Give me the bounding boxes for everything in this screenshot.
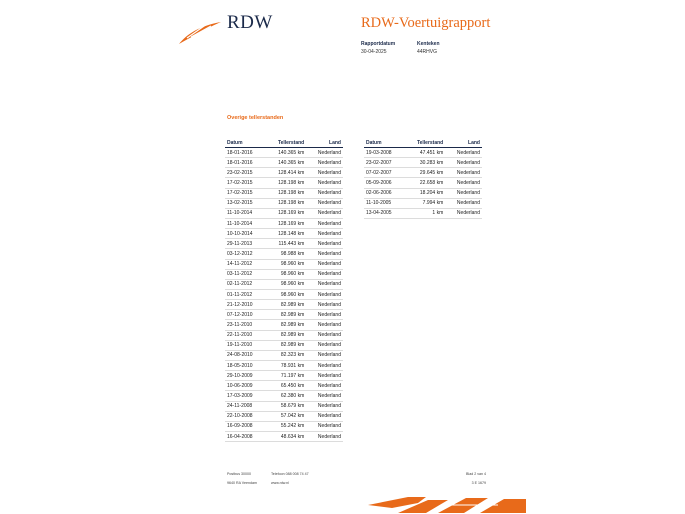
cell-datum: 17-02-2015 bbox=[225, 178, 265, 188]
cell-datum: 13-04-2005 bbox=[364, 208, 404, 218]
cell-tellerstand: 128.198 km bbox=[265, 188, 306, 198]
cell-land: Nederland bbox=[306, 279, 343, 289]
cell-land: Nederland bbox=[306, 381, 343, 391]
table-row bbox=[225, 411, 343, 421]
cell-tellerstand: 128.414 km bbox=[265, 168, 306, 178]
column-header-land: Land bbox=[306, 138, 343, 148]
table-row bbox=[225, 340, 343, 350]
cell-tellerstand: 98.960 km bbox=[265, 289, 306, 299]
cell-land: Nederland bbox=[306, 391, 343, 401]
table-row bbox=[225, 330, 343, 340]
table-row bbox=[225, 310, 343, 320]
footer-page bbox=[440, 470, 486, 488]
cell-land: Nederland bbox=[306, 289, 343, 299]
cell-land: Nederland bbox=[306, 148, 343, 158]
cell-land: Nederland bbox=[306, 249, 343, 259]
table-row bbox=[225, 218, 343, 228]
cell-tellerstand: 22.658 km bbox=[404, 178, 445, 188]
table-row bbox=[225, 259, 343, 269]
table-row bbox=[225, 148, 343, 158]
table-row bbox=[364, 168, 482, 178]
cell-tellerstand: 57.042 km bbox=[265, 411, 306, 421]
cell-land: Nederland bbox=[445, 198, 482, 208]
table-row bbox=[225, 391, 343, 401]
cell-datum: 03-12-2012 bbox=[225, 249, 265, 259]
cell-land: Nederland bbox=[306, 320, 343, 330]
table-header-row bbox=[225, 138, 343, 148]
cell-datum: 24-11-2008 bbox=[225, 401, 265, 411]
cell-datum: 01-11-2012 bbox=[225, 289, 265, 299]
page-title: RDW-Voertuigrapport bbox=[361, 15, 491, 31]
cell-land: Nederland bbox=[445, 168, 482, 178]
cell-land: Nederland bbox=[445, 208, 482, 218]
cell-tellerstand: 98.960 km bbox=[265, 279, 306, 289]
rapportdatum-value: 30-04-2025 bbox=[361, 49, 387, 55]
cell-tellerstand: 48.634 km bbox=[265, 431, 306, 441]
table-row bbox=[225, 371, 343, 381]
cell-land: Nederland bbox=[306, 421, 343, 431]
cell-datum: 17-02-2015 bbox=[225, 188, 265, 198]
footer-address bbox=[227, 470, 257, 488]
cell-datum: 07-02-2007 bbox=[364, 168, 404, 178]
table-row bbox=[225, 168, 343, 178]
cell-datum: 02-11-2012 bbox=[225, 279, 265, 289]
column-header-datum: Datum bbox=[364, 138, 404, 148]
table-row bbox=[364, 198, 482, 208]
footer-page-number: Blad 2 van 4 bbox=[466, 472, 486, 476]
cell-datum: 29-10-2009 bbox=[225, 371, 265, 381]
cell-land: Nederland bbox=[306, 360, 343, 370]
footer-website: www.rdw.nl bbox=[271, 481, 289, 485]
rapportdatum-label: Rapportdatum bbox=[361, 41, 396, 47]
cell-tellerstand: 82.989 km bbox=[265, 300, 306, 310]
cell-land: Nederland bbox=[306, 310, 343, 320]
cell-datum: 02-06-2006 bbox=[364, 188, 404, 198]
cell-datum: 29-11-2013 bbox=[225, 239, 265, 249]
cell-land: Nederland bbox=[306, 168, 343, 178]
cell-datum: 11-10-2014 bbox=[225, 218, 265, 228]
cell-datum: 23-02-2015 bbox=[225, 168, 265, 178]
cell-datum: 13-02-2015 bbox=[225, 198, 265, 208]
cell-land: Nederland bbox=[306, 300, 343, 310]
tellerstanden-table-left bbox=[225, 138, 343, 442]
cell-land: Nederland bbox=[445, 158, 482, 168]
brand-name: RDW bbox=[227, 12, 273, 33]
cell-tellerstand: 18.204 km bbox=[404, 188, 445, 198]
cell-land: Nederland bbox=[445, 148, 482, 158]
table-row bbox=[364, 148, 482, 158]
cell-datum: 22-11-2010 bbox=[225, 330, 265, 340]
cell-tellerstand: 128.198 km bbox=[265, 178, 306, 188]
cell-datum: 11-10-2005 bbox=[364, 198, 404, 208]
table-row bbox=[225, 239, 343, 249]
table-row bbox=[225, 269, 343, 279]
cell-datum: 10-10-2014 bbox=[225, 229, 265, 239]
footer-postbus: Postbus 30000 bbox=[227, 472, 251, 476]
rdw-logo-icon bbox=[177, 20, 222, 46]
cell-land: Nederland bbox=[306, 350, 343, 360]
cell-datum: 05-09-2006 bbox=[364, 178, 404, 188]
table-row bbox=[225, 188, 343, 198]
kenteken-block bbox=[417, 40, 440, 56]
rdw-stripes-graphic bbox=[368, 496, 526, 514]
cell-land: Nederland bbox=[306, 340, 343, 350]
cell-datum: 11-10-2014 bbox=[225, 208, 265, 218]
cell-tellerstand: 65.450 km bbox=[265, 381, 306, 391]
cell-datum: 10-06-2009 bbox=[225, 381, 265, 391]
cell-datum: 24-08-2010 bbox=[225, 350, 265, 360]
table-row bbox=[225, 249, 343, 259]
table-row bbox=[225, 350, 343, 360]
cell-land: Nederland bbox=[445, 178, 482, 188]
cell-datum: 18-05-2010 bbox=[225, 360, 265, 370]
cell-tellerstand: 98.960 km bbox=[265, 269, 306, 279]
cell-land: Nederland bbox=[306, 229, 343, 239]
cell-datum: 17-03-2009 bbox=[225, 391, 265, 401]
cell-tellerstand: 115.443 km bbox=[265, 239, 306, 249]
cell-land: Nederland bbox=[306, 178, 343, 188]
footer-contact bbox=[271, 470, 309, 488]
kenteken-value: 44RHVG bbox=[417, 49, 438, 55]
cell-tellerstand: 128.148 km bbox=[265, 229, 306, 239]
cell-land: Nederland bbox=[306, 218, 343, 228]
cell-tellerstand: 128.169 km bbox=[265, 208, 306, 218]
table-row bbox=[225, 208, 343, 218]
cell-datum: 16-09-2008 bbox=[225, 421, 265, 431]
table-row bbox=[225, 381, 343, 391]
kenteken-label: Kenteken bbox=[417, 41, 440, 47]
cell-tellerstand: 128.169 km bbox=[265, 218, 306, 228]
column-header-tellerstand: Tellerstand bbox=[265, 138, 306, 148]
table-header-row bbox=[364, 138, 482, 148]
cell-tellerstand: 71.197 km bbox=[265, 371, 306, 381]
cell-datum: 21-12-2010 bbox=[225, 300, 265, 310]
table-row bbox=[364, 188, 482, 198]
cell-land: Nederland bbox=[445, 188, 482, 198]
section-title: Overige tellerstanden bbox=[227, 115, 284, 121]
cell-tellerstand: 128.198 km bbox=[265, 198, 306, 208]
cell-datum: 23-11-2010 bbox=[225, 320, 265, 330]
cell-datum: 19-03-2008 bbox=[364, 148, 404, 158]
table-row bbox=[225, 401, 343, 411]
cell-tellerstand: 29.645 km bbox=[404, 168, 445, 178]
cell-tellerstand: 98.960 km bbox=[265, 259, 306, 269]
table-row bbox=[364, 178, 482, 188]
cell-land: Nederland bbox=[306, 198, 343, 208]
cell-datum: 19-11-2010 bbox=[225, 340, 265, 350]
cell-land: Nederland bbox=[306, 188, 343, 198]
cell-tellerstand: 55.242 km bbox=[265, 421, 306, 431]
cell-land: Nederland bbox=[306, 269, 343, 279]
cell-land: Nederland bbox=[306, 411, 343, 421]
cell-tellerstand: 82.989 km bbox=[265, 330, 306, 340]
cell-tellerstand: 78.931 km bbox=[265, 360, 306, 370]
cell-tellerstand: 7.994 km bbox=[404, 198, 445, 208]
tellerstanden-table-right bbox=[364, 138, 482, 219]
cell-datum: 07-12-2010 bbox=[225, 310, 265, 320]
cell-datum: 18-01-2016 bbox=[225, 158, 265, 168]
cell-datum: 03-11-2012 bbox=[225, 269, 265, 279]
cell-tellerstand: 62.380 km bbox=[265, 391, 306, 401]
cell-land: Nederland bbox=[306, 431, 343, 441]
cell-land: Nederland bbox=[306, 330, 343, 340]
cell-tellerstand: 82.989 km bbox=[265, 310, 306, 320]
table-row bbox=[364, 158, 482, 168]
cell-tellerstand: 98.988 km bbox=[265, 249, 306, 259]
table-row bbox=[225, 431, 343, 441]
cell-tellerstand: 47.451 km bbox=[404, 148, 445, 158]
cell-land: Nederland bbox=[306, 401, 343, 411]
cell-land: Nederland bbox=[306, 158, 343, 168]
column-header-land: Land bbox=[445, 138, 482, 148]
cell-datum: 18-01-2016 bbox=[225, 148, 265, 158]
table-row bbox=[225, 279, 343, 289]
table-row bbox=[225, 229, 343, 239]
cell-datum: 23-02-2007 bbox=[364, 158, 404, 168]
cell-tellerstand: 30.283 km bbox=[404, 158, 445, 168]
table-row bbox=[364, 208, 482, 218]
footer-code: 3 E 1679 bbox=[471, 481, 486, 485]
table-row bbox=[225, 198, 343, 208]
cell-tellerstand: 82.323 km bbox=[265, 350, 306, 360]
footer-city: 9640 RA Veendam bbox=[227, 481, 257, 485]
table-row bbox=[225, 289, 343, 299]
cell-tellerstand: 82.989 km bbox=[265, 320, 306, 330]
cell-datum: 22-10-2008 bbox=[225, 411, 265, 421]
cell-tellerstand: 140.365 km bbox=[265, 148, 306, 158]
table-row bbox=[225, 320, 343, 330]
column-header-datum: Datum bbox=[225, 138, 265, 148]
cell-land: Nederland bbox=[306, 259, 343, 269]
cell-tellerstand: 140.365 km bbox=[265, 158, 306, 168]
cell-tellerstand: 82.989 km bbox=[265, 340, 306, 350]
table-row bbox=[225, 360, 343, 370]
cell-land: Nederland bbox=[306, 208, 343, 218]
cell-tellerstand: 1 km bbox=[404, 208, 445, 218]
cell-tellerstand: 58.679 km bbox=[265, 401, 306, 411]
table-row bbox=[225, 421, 343, 431]
table-row bbox=[225, 178, 343, 188]
table-row bbox=[225, 158, 343, 168]
table-row bbox=[225, 300, 343, 310]
cell-datum: 14-11-2012 bbox=[225, 259, 265, 269]
cell-land: Nederland bbox=[306, 371, 343, 381]
rapportdatum-block bbox=[361, 40, 395, 56]
cell-datum: 16-04-2008 bbox=[225, 431, 265, 441]
cell-land: Nederland bbox=[306, 239, 343, 249]
column-header-tellerstand: Tellerstand bbox=[404, 138, 445, 148]
footer-telefoon: Telefoon 088 008 74 47 bbox=[271, 472, 309, 476]
